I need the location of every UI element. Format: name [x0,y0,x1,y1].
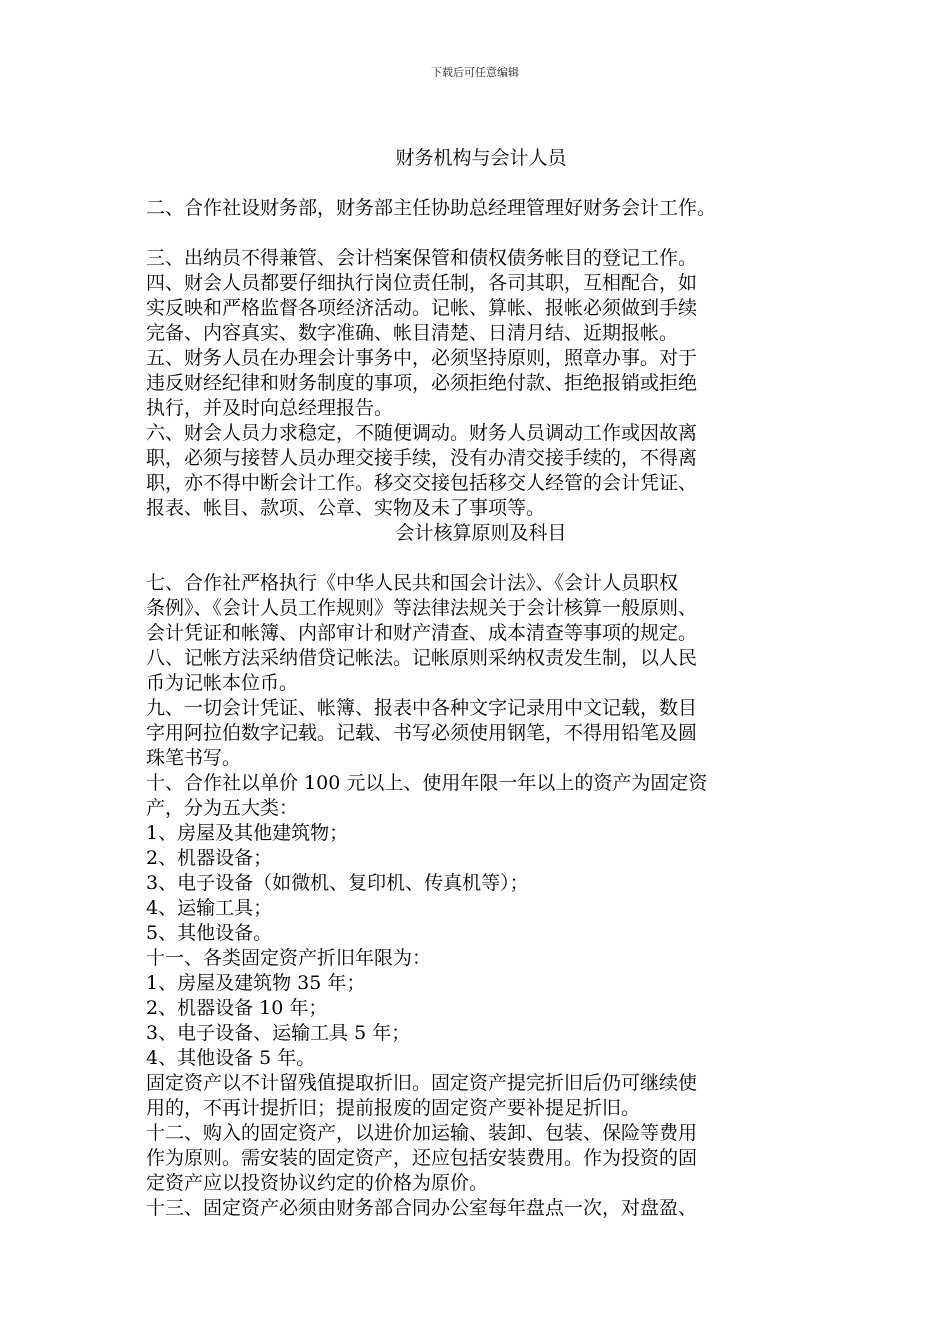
text-line: 字用阿拉伯数字记载。记载、书写必须使用钢笔，不得用铅笔及圆 [146,722,698,744]
text-line: 执行，并及时向总经理报告。 [146,397,394,419]
text-line: 固定资产以不计留残值提取折旧。固定资产提完折旧后仍可继续使 [146,1072,698,1094]
text-line: 币为记帐本位币。 [146,672,299,694]
text-line: 八、记帐方法采纳借贷记帐法。记帐原则采纳权责发生制，以人民 [146,647,698,669]
text-line: 4、运输工具； [146,897,273,919]
text-line: 职，必须与接替人员办理交接手续，没有办清交接手续的，不得离 [146,447,698,469]
text-line: 3、电子设备、运输工具 5 年； [146,1022,411,1044]
section-title: 财务机构与会计人员 [395,147,567,169]
text-line: 2、机器设备； [146,847,273,869]
text-line: 作为原则。需安装的固定资产，还应包括安装费用。作为投资的固 [146,1147,698,1169]
text-line: 1、房屋及建筑物 35 年； [146,972,366,994]
text-line: 违反财经纪律和财务制度的事项，必须拒绝付款、拒绝报销或拒绝 [146,372,698,394]
text-line: 珠笔书写。 [146,747,242,769]
text-line: 七、合作社严格执行《中华人民共和国会计法》、《会计人员职权 [146,572,679,594]
text-line: 六、财会人员力求稳定，不随便调动。财务人员调动工作或因故离 [146,422,698,444]
text-line: 报表、帐目、款项、公章、实物及未了事项等。 [146,497,546,519]
text-line: 会计凭证和帐簿、内部审计和财产清查、成本清查等事项的规定。 [146,622,698,644]
text-line: 三、出纳员不得兼管、会计档案保管和债权债务帐目的登记工作。 [146,247,698,269]
text-line: 条例》、《会计人员工作规则》等法律法规关于会计核算一般原则、 [146,597,698,619]
text-line: 2、机器设备 10 年； [146,997,328,1019]
text-line: 十三、固定资产必须由财务部合同办公室每年盘点一次，对盘盈、 [146,1197,698,1219]
blank-line [146,171,816,196]
text-line: 3、电子设备（如微机、复印机、传真机等）； [146,872,529,894]
text-line: 5、其他设备。 [146,922,273,944]
blank-line [146,546,816,571]
text-line: 四、财会人员都要仔细执行岗位责任制，各司其职，互相配合，如 [146,272,698,294]
text-line: 4、其他设备 5 年。 [146,1047,316,1069]
text-line: 定资产应以投资协议约定的价格为原价。 [146,1172,489,1194]
text-line: 完备、内容真实、数字准确、帐目清楚、日清月结、近期报帐。 [146,322,679,344]
document-body [146,146,816,1221]
text-line: 产，分为五大类： [146,797,299,819]
text-line: 五、财务人员在办理会计事务中，必须坚持原则，照章办事。对于 [146,347,698,369]
text-line: 职，亦不得中断会计工作。移交交接包括移交人经管的会计凭证、 [146,472,698,494]
text-line: 二、合作社设财务部，财务部主任协助总经理管理好财务会计工作。 [146,197,717,219]
text-line: 十二、购入的固定资产，以进价加运输、装卸、包装、保险等费用 [146,1122,698,1144]
text-line: 用的，不再计提折旧；提前报废的固定资产要补提足折旧。 [146,1097,641,1119]
header-note: 下载后可任意编辑 [431,66,519,79]
text-line: 九、一切会计凭证、帐簿、报表中各种文字记录用中文记载，数目 [146,697,698,719]
section-title: 会计核算原则及科目 [395,522,567,544]
text-line: 十、合作社以单价 100 元以上、使用年限一年以上的资产为固定资 [146,772,708,794]
text-line: 十一、各类固定资产折旧年限为： [146,947,432,969]
text-line: 实反映和严格监督各项经济活动。记帐、算帐、报帐必须做到手续 [146,297,698,319]
text-line: 1、房屋及其他建筑物； [146,822,349,844]
blank-line [146,221,816,246]
